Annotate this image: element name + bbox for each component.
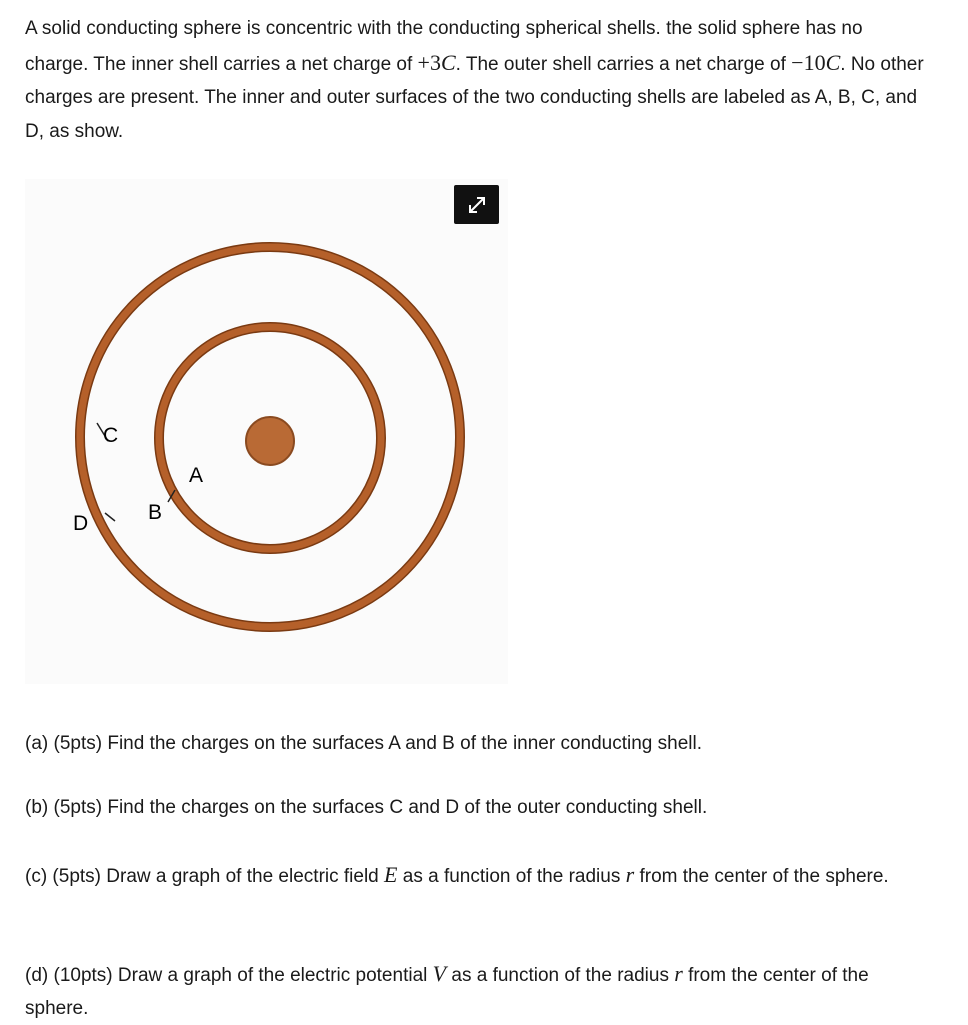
question-d-text-2: as a function of the radius: [446, 965, 675, 986]
radius-variable-d: r: [674, 961, 683, 986]
expand-image-button[interactable]: [454, 185, 499, 224]
label-a: A: [189, 464, 204, 487]
electric-field-variable: E: [384, 862, 398, 887]
problem-statement: [25, 12, 925, 148]
problem-text-1: A solid conducting sphere is concentric with the conducting spherical shells. the solid sphere has no charge. The inner shell carries a net charge of: [25, 18, 863, 75]
outer-charge-value: −10: [791, 49, 826, 75]
label-c: C: [103, 424, 119, 447]
concentric-shells-figure: [25, 179, 508, 684]
question-b: (b) (5pts) Find the charges on the surfaces C and D of the outer conducting shell.: [25, 797, 708, 818]
radius-variable: r: [625, 862, 635, 887]
question-d-text-3: from the center of the sphere.: [25, 965, 869, 1019]
inner-charge-unit: C: [440, 49, 456, 75]
inner-charge-value: +3: [417, 49, 441, 75]
question-c-text-1: (c) (5pts) Draw a graph of the electric field: [25, 866, 385, 887]
outer-charge-unit: C: [825, 49, 841, 75]
question-c-text-2: as a function of the radius: [397, 866, 626, 887]
shells-diagram: [25, 179, 508, 684]
potential-variable: V: [432, 961, 447, 986]
label-b: B: [148, 501, 163, 524]
question-a: (a) (5pts) Find the charges on the surfaces A and B of the inner conducting shell.: [25, 733, 703, 754]
question-d: [25, 957, 935, 1025]
question-c: [25, 858, 935, 893]
problem-text-3: . No other charges are present. The inner and outer surfaces of the two conducting shells are labeled as A, B, C, and D, as show.: [25, 53, 924, 142]
question-c-text-3: from the center of the sphere.: [634, 866, 889, 887]
problem-text-2: . The outer shell carries a net charge of: [455, 53, 792, 75]
pointer-line-d: [105, 513, 115, 521]
question-d-text-1: (d) (10pts) Draw a graph of the electric potential: [25, 965, 433, 986]
label-d: D: [73, 512, 89, 535]
expand-arrows-icon: [466, 194, 488, 216]
solid-sphere: [246, 417, 294, 465]
